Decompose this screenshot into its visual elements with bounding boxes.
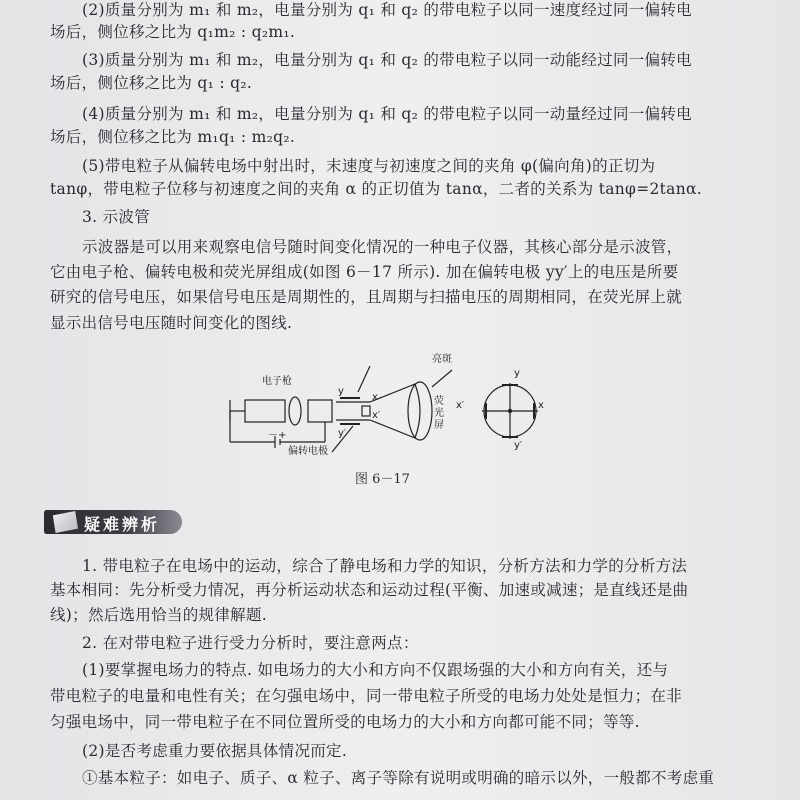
subsection-heading: 3. 示波管	[82, 208, 151, 226]
text-line: 2. 在对带电粒子进行受力分析时，要注意两点：	[82, 634, 419, 652]
text-line: (4)质量分别为 m₁ 和 m₂，电量分别为 q₁ 和 q₂ 的带电粒子以同一动量经过同一偏转电	[82, 105, 692, 123]
label-y-left: y	[338, 386, 344, 397]
x-plate	[362, 406, 370, 416]
gun-anode	[308, 400, 332, 422]
text-line: ①基本粒子：如电子、质子、α 粒子、离子等除有说明或明确的暗示以外，一般都不考虑重	[82, 769, 715, 787]
label-x-right: x	[538, 400, 544, 411]
label-screen-2: 光	[434, 408, 444, 419]
label-x-left: x	[372, 392, 378, 403]
oscilloscope-tube-diagram	[220, 352, 545, 464]
label-screen-3: 屏	[434, 420, 444, 431]
label-x-prime-right: x′	[456, 400, 465, 411]
electron-gun-box	[245, 400, 285, 422]
text-line: (3)质量分别为 m₁ 和 m₂，电量分别为 q₁ 和 q₂ 的带电粒子以同一动能经过同一偏转电	[82, 51, 692, 69]
bright-spot	[508, 409, 512, 413]
label-y-prime-left: y′	[338, 428, 347, 439]
text-line: 显示出信号电压随时间变化的图线.	[50, 314, 293, 332]
text-line: 场后，侧位移之比为 m₁q₁ : m₂q₂.	[50, 128, 296, 146]
text-line: (2)是否考虑重力要依据具体情况而定.	[82, 742, 348, 760]
text-line: 它由电子枪、偏转电极和荧光屏组成(如图 6－17 所示). 加在偏转电极 yy′上的电压是所要	[50, 263, 679, 281]
label-screen-1: 荧	[434, 396, 444, 407]
figure-caption: 图 6－17	[355, 472, 410, 487]
text-line: (1)要掌握电场力的特点. 如电场力的大小和方向不仅跟场强的大小和方向有关，还与	[82, 661, 669, 679]
gun-lens	[289, 397, 301, 425]
label-bright-spot: 亮斑	[432, 354, 452, 365]
bright-spot-leader	[432, 370, 452, 387]
text-line: 匀强电场中，同一带电粒子在不同位置所受的电场力的大小和方向都可能不同；等等.	[50, 713, 640, 731]
text-line: 基本相同：先分析受力情况，再分析运动状态和运动过程(平衡、加速或减速；是直线还是曲	[50, 581, 689, 599]
text-line: 场后，侧位移之比为 q₁ : q₂.	[50, 74, 253, 92]
text-line: 1. 带电粒子在电场中的运动，综合了静电场和力学的知识，分析方法和力学的分析方法	[82, 557, 688, 575]
text-line: 场后，侧位移之比为 q₁m₂ : q₂m₁.	[50, 23, 296, 41]
text-line: (2)质量分别为 m₁ 和 m₂，电量分别为 q₁ 和 q₂ 的带电粒子以同一速度经过同一偏转电	[82, 1, 692, 19]
label-y-prime-right: y′	[514, 440, 523, 451]
text-line: (5)带电粒子从偏转电场中射出时，末速度与初速度之间的夹角 φ(偏向角)的正切为	[82, 157, 656, 175]
text-line: 线)；然后选用恰当的规律解题.	[50, 606, 267, 624]
x-leader	[358, 366, 370, 392]
text-line: 带电粒子的电量和电性有关；在匀强电场中，同一带电粒子所受的电场力处处是恒力；在非	[50, 687, 683, 705]
label-deflect-electrode: 偏转电极	[288, 446, 328, 457]
section-title: 疑难辨析	[84, 515, 161, 534]
label-electron-gun: 电子枪	[262, 376, 292, 387]
text-line: tanφ，带电粒子位移与初速度之间的夹角 α 的正切值为 tanα，二者的关系为 tanφ=2tanα.	[50, 180, 703, 198]
text-line: 研究的信号电压，如果信号电压是周期性的，且周期与扫描电压的周期相同，在荧光屏上就	[50, 288, 683, 306]
section-banner	[44, 508, 184, 536]
text-line: 示波器是可以用来观察电信号随时间变化情况的一种电子仪器，其核心部分是示波管，	[82, 238, 683, 256]
label-y-right: y	[514, 368, 520, 379]
label-x-prime-left: x′	[372, 410, 381, 421]
label-polarity: －+	[268, 430, 287, 441]
